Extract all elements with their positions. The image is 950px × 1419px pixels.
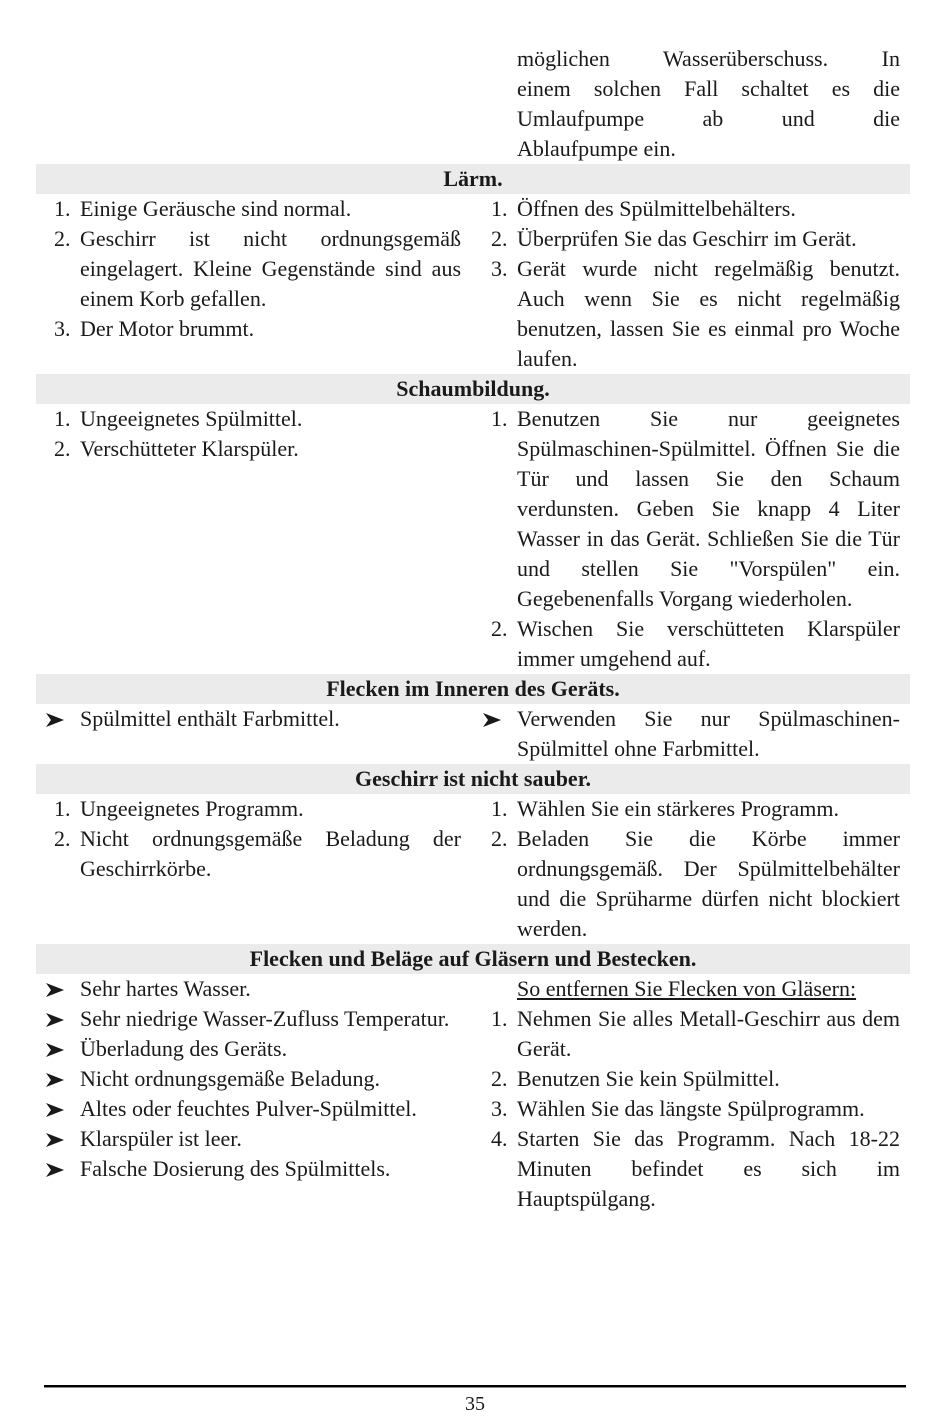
list-item: Falsche Dosierung des Spülmittels. (36, 1154, 461, 1184)
list-item: 2. Nicht ordnungsgemäße Beladung der Geschirrkörbe. (54, 826, 461, 881)
list-item: 2. Geschirr ist nicht ordnungsgemäß eingelagert. Kleine Gegenstände sind aus einem Korb gefallen. (54, 226, 461, 311)
intro-text: möglichen Wasserüberschuss. In einem solchen Fall schaltet es die Umlaufpumpe ab und die Ablaufpumpe ein. (517, 46, 900, 161)
list-item: Nicht ordnungsgemäße Beladung. (36, 1064, 461, 1094)
page-number: 35 (465, 1393, 485, 1415)
section-title-nicht-sauber: Geschirr ist nicht sauber. (36, 764, 910, 794)
list-item: 2. Verschütteter Klarspüler. (54, 436, 299, 461)
causes-column (36, 194, 473, 374)
intro-row (36, 44, 910, 164)
section-row-laerm (36, 194, 910, 374)
list-item: 1. Öffnen des Spülmittelbehälters. (491, 196, 796, 221)
solution-subheading: So entfernen Sie Flecken von Gläsern: (517, 976, 857, 1001)
solutions-column (473, 974, 910, 1214)
list-item: Spülmittel enthält Farbmittel. (36, 704, 461, 734)
section-title-flecken-belaege: Flecken und Beläge auf Gläsern und Bestecken. (36, 944, 910, 974)
causes-column (36, 974, 473, 1214)
causes-column (36, 704, 473, 764)
list-item: 1. Einige Geräusche sind normal. (54, 196, 352, 221)
list-item: 1. Wählen Sie ein stärkeres Programm. (491, 796, 839, 821)
section-row-flecken-inneren (36, 704, 910, 764)
solutions-column (473, 404, 910, 674)
list-item: Verwenden Sie nur Spülmaschinen-Spülmittel ohne Farbmittel. (473, 704, 900, 764)
list-item: 1. Ungeeignetes Programm. (54, 796, 304, 821)
arrow-bullet-icon (36, 1034, 80, 1064)
arrow-bullet-icon (36, 704, 80, 734)
causes-column (36, 404, 473, 674)
troubleshooting-table (36, 44, 910, 1214)
list-item: Überladung des Geräts. (36, 1034, 461, 1064)
list-item: Altes oder feuchtes Pulver-Spülmittel. (36, 1094, 461, 1124)
section-title-laerm: Lärm. (36, 164, 910, 194)
section-title-flecken-inneren: Flecken im Inneren des Geräts. (36, 674, 910, 704)
list-item: 3. Wählen Sie das längste Spülprogramm. (491, 1096, 865, 1121)
section-row-schaumbildung (36, 404, 910, 674)
arrow-bullet-icon (36, 1064, 80, 1094)
arrow-bullet-icon (36, 1124, 80, 1154)
list-item: 2. Beladen Sie die Körbe immer ordnungsgemäß. Der Spülmittelbehälter und die Sprüharme dürfen nicht blockiert werden. (491, 826, 900, 941)
solutions-column (473, 794, 910, 944)
list-item: Sehr hartes Wasser. (36, 974, 461, 1004)
list-item: 2. Benutzen Sie kein Spülmittel. (491, 1066, 780, 1091)
causes-column (36, 794, 473, 944)
list-item: 4. Starten Sie das Programm. Nach 18-22 Minuten befindet es sich im Hauptspülgang. (491, 1126, 900, 1211)
section-row-nicht-sauber (36, 794, 910, 944)
footer-divider-thin (44, 1387, 906, 1388)
arrow-bullet-icon (36, 1094, 80, 1124)
list-item: 2. Überprüfen Sie das Geschirr im Gerät. (491, 226, 857, 251)
list-item: 3. Der Motor brummt. (54, 316, 255, 341)
list-item: Sehr niedrige Wasser-Zufluss Temperatur. (36, 1004, 461, 1034)
list-item: 1. Ungeeignetes Spülmittel. (54, 406, 303, 431)
section-row-flecken-belaege (36, 974, 910, 1214)
list-item: 1. Nehmen Sie alles Metall-Geschirr aus dem Gerät. (491, 1006, 900, 1061)
section-title-schaumbildung: Schaumbildung. (36, 374, 910, 404)
arrow-bullet-icon (36, 1154, 80, 1184)
arrow-bullet-icon (36, 1004, 80, 1034)
list-item: 1. Benutzen Sie nur geeignetes Spülmaschinen-Spülmittel. Öffnen Sie die Tür und lassen Sie den Schaum verdunsten. Geben Sie knapp 4 Liter Wasser in das Gerät. Schließen Sie die Tür und stellen Sie "Vorspülen" ein. Gegebenenfalls Vorgang wiederholen. (491, 406, 900, 611)
arrow-bullet-icon (36, 974, 80, 1004)
list-item: 2. Wischen Sie verschütteten Klarspüler immer umgehend auf. (491, 616, 900, 671)
list-item: Klarspüler ist leer. (36, 1124, 461, 1154)
solutions-column (473, 194, 910, 374)
list-item: 3. Gerät wurde nicht regelmäßig benutzt. Auch wenn Sie es nicht regelmäßig benutzen, lassen Sie es einmal pro Woche laufen. (491, 256, 900, 371)
arrow-bullet-icon (473, 704, 517, 764)
solutions-column (473, 704, 910, 764)
